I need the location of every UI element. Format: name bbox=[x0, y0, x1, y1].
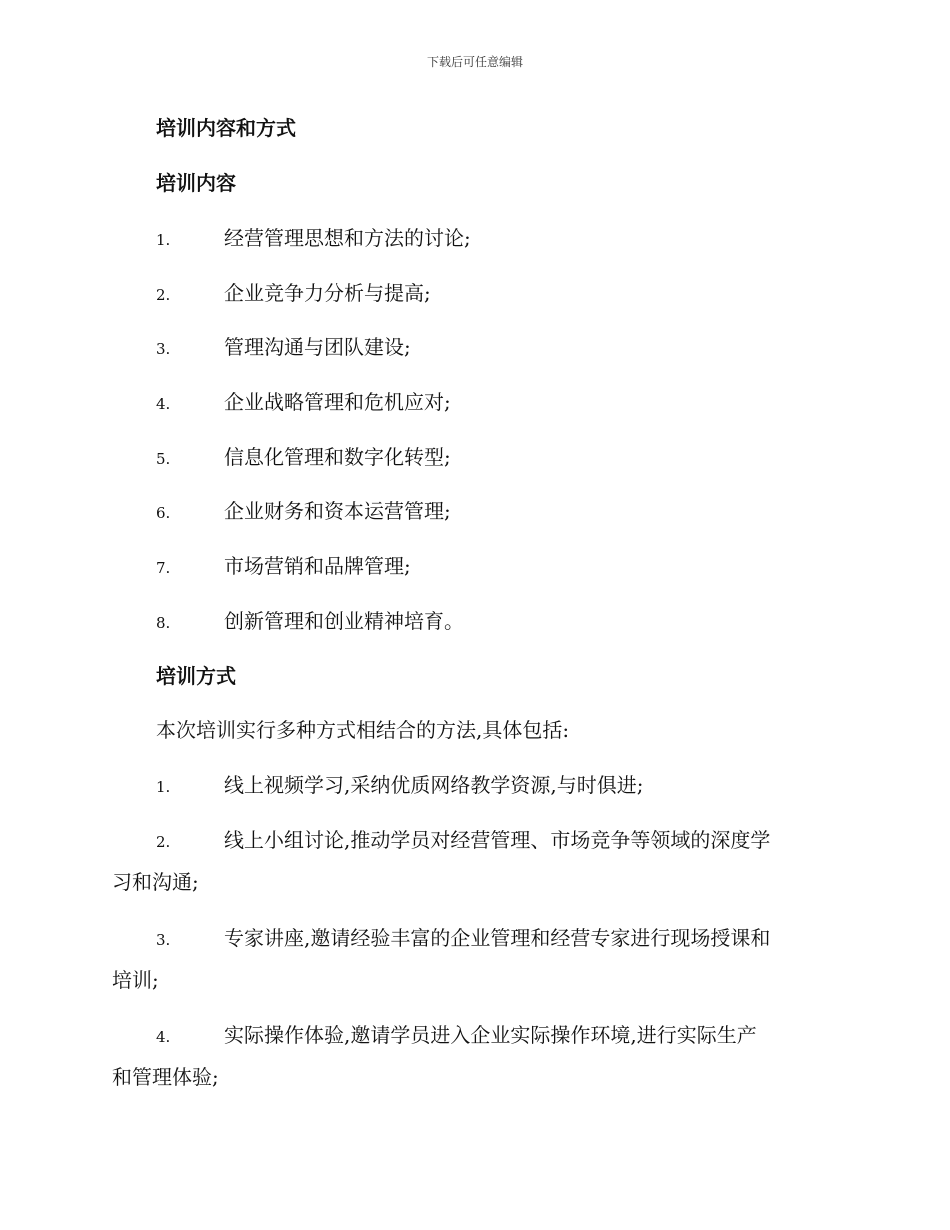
list-item bbox=[112, 1021, 836, 1091]
list-item-text: 信息化管理和数字化转型; bbox=[224, 445, 451, 469]
list-item bbox=[156, 388, 451, 418]
list-item-number: 4. bbox=[156, 1028, 171, 1046]
list-item-text: 市场营销和品牌管理; bbox=[224, 554, 411, 578]
list-item bbox=[156, 333, 411, 363]
page-header: 下载后可任意编辑 bbox=[426, 55, 523, 69]
list-item-text: 经营管理思想和方法的讨论; bbox=[224, 226, 471, 250]
list-item-number: 2. bbox=[156, 833, 171, 851]
list-item-number: 5. bbox=[156, 450, 171, 468]
list-item-number: 3. bbox=[156, 931, 171, 949]
list-item-text: 企业战略管理和危机应对; bbox=[224, 390, 451, 414]
list-item-text: 线上视频学习,采纳优质网络教学资源,与时俱进; bbox=[224, 773, 644, 797]
list-item bbox=[156, 224, 471, 254]
list-item bbox=[112, 826, 836, 896]
section-heading-content: 培训内容 bbox=[156, 171, 236, 195]
list-item bbox=[156, 497, 451, 527]
list-item bbox=[156, 443, 451, 473]
document-title: 培训内容和方式 bbox=[156, 116, 296, 140]
list-item-text-continued: 习和沟通; bbox=[112, 870, 199, 894]
list-item-text: 创新管理和创业精神培育。 bbox=[224, 609, 464, 633]
list-item bbox=[156, 607, 464, 637]
list-item-number: 7. bbox=[156, 559, 171, 577]
list-item bbox=[156, 552, 411, 582]
list-item-text: 专家讲座,邀请经验丰富的企业管理和经营专家进行现场授课和 bbox=[224, 926, 771, 950]
list-item-text: 企业竞争力分析与提高; bbox=[224, 281, 431, 305]
list-item-number: 2. bbox=[156, 286, 171, 304]
list-item bbox=[156, 279, 431, 309]
list-item-text: 实际操作体验,邀请学员进入企业实际操作环境,进行实际生产 bbox=[224, 1023, 757, 1047]
list-item-number: 1. bbox=[156, 231, 171, 249]
list-item-text-continued: 培训; bbox=[112, 968, 159, 992]
method-intro: 本次培训实行多种方式相结合的方法,具体包括: bbox=[156, 718, 570, 742]
list-item-number: 6. bbox=[156, 504, 171, 522]
section-heading-method: 培训方式 bbox=[156, 664, 236, 688]
list-item-number: 8. bbox=[156, 614, 171, 632]
list-item-number: 3. bbox=[156, 340, 171, 358]
list-item-text: 企业财务和资本运营管理; bbox=[224, 499, 451, 523]
list-item-number: 1. bbox=[156, 778, 171, 796]
list-item bbox=[112, 924, 836, 994]
list-item-text: 管理沟通与团队建设; bbox=[224, 335, 411, 359]
list-item-number: 4. bbox=[156, 395, 171, 413]
list-item bbox=[156, 771, 643, 801]
list-item-text-continued: 和管理体验; bbox=[112, 1065, 219, 1089]
list-item-text: 线上小组讨论,推动学员对经营管理、市场竞争等领域的深度学 bbox=[224, 828, 771, 852]
